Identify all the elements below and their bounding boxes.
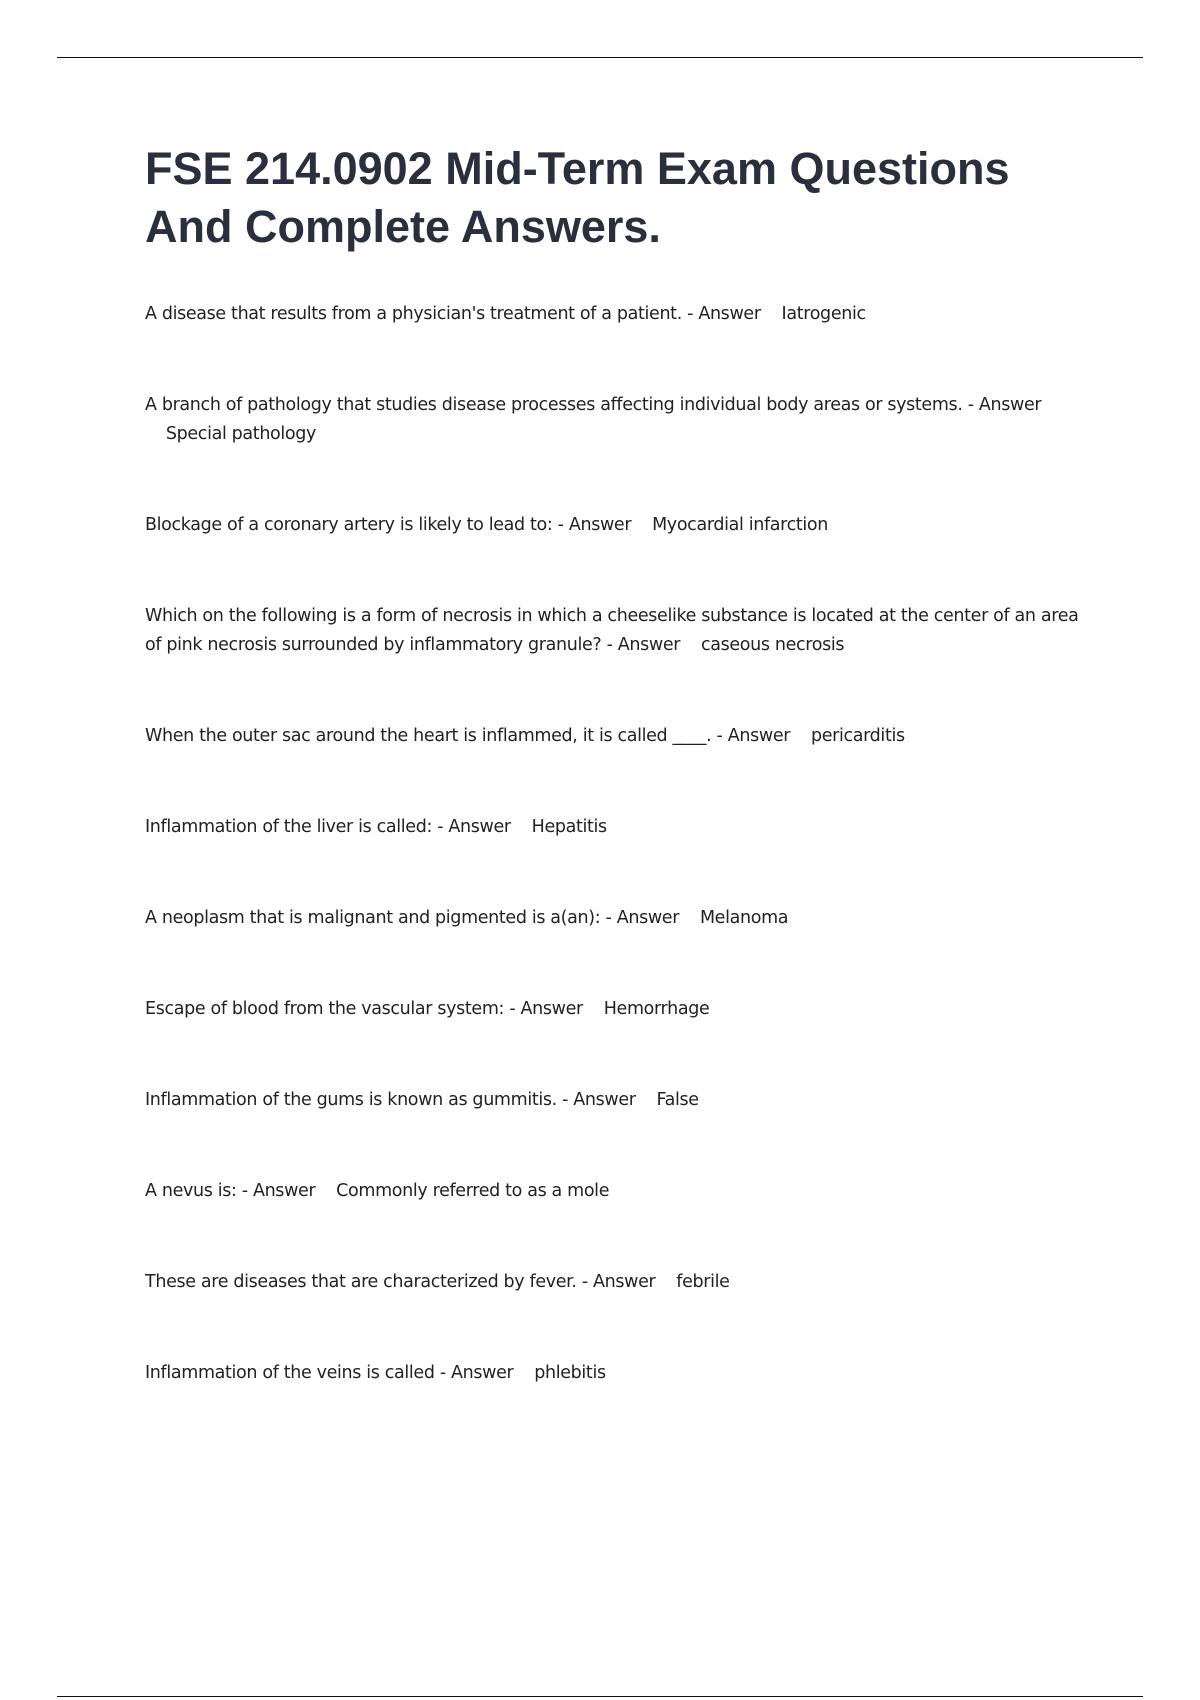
answer-text: Iatrogenic: [781, 304, 866, 324]
answer-text: False: [656, 1090, 699, 1110]
question-text: When the outer sac around the heart is inflammed, it is called ____.: [145, 726, 712, 746]
answer-text: Commonly referred to as a mole: [336, 1181, 610, 1201]
answer-marker: - Answer: [687, 304, 761, 324]
answer-marker: - Answer: [439, 1363, 514, 1383]
answer-marker: - Answer: [605, 908, 680, 928]
answer-text: Melanoma: [699, 908, 789, 928]
qa-item: [145, 1268, 1085, 1297]
qa-item: [145, 722, 1085, 751]
qa-item: [145, 1086, 1085, 1115]
answer-marker: - Answer: [581, 1272, 656, 1292]
answer-text: Hemorrhage: [603, 999, 710, 1019]
answer-marker: - Answer: [241, 1181, 316, 1201]
answer-marker: - Answer: [562, 1090, 636, 1110]
qa-item: [145, 1177, 1085, 1206]
document-title: FSE 214.0902 Mid-Term Exam Questions And Complete Answers.: [145, 143, 1010, 252]
qa-item: [145, 602, 1085, 660]
answer-marker: - Answer: [437, 817, 511, 837]
question-text: Escape of blood from the vascular system:: [145, 999, 505, 1019]
answer-text: pericarditis: [810, 726, 905, 746]
answer-marker: - Answer: [716, 726, 791, 746]
answer-text: Special pathology: [165, 424, 317, 444]
top-rule: [57, 57, 1143, 58]
question-text: Inflammation of the veins is called: [145, 1363, 435, 1383]
question-text: Inflammation of the gums is known as gummitis.: [145, 1090, 557, 1110]
question-text: These are diseases that are characterized by fever.: [145, 1272, 577, 1292]
answer-marker: - Answer: [557, 515, 632, 535]
question-text: Which on the following is a form of necrosis in which a cheeselike substance is located at the center of an area of pink necrosis surrounded by inflammatory granule?: [145, 606, 1079, 655]
qa-item: [145, 1359, 1085, 1388]
question-text: Inflammation of the liver is called:: [145, 817, 433, 837]
answer-text: febrile: [676, 1272, 730, 1292]
qa-item: [145, 300, 1085, 329]
bottom-rule: [57, 1696, 1143, 1697]
qa-list: [145, 300, 1085, 1450]
qa-item: [145, 813, 1085, 842]
question-text: Blockage of a coronary artery is likely to lead to:: [145, 515, 553, 535]
answer-marker: - Answer: [967, 395, 1042, 415]
qa-item: [145, 904, 1085, 933]
qa-item: [145, 995, 1085, 1024]
answer-text: phlebitis: [534, 1363, 606, 1383]
qa-item: [145, 511, 1085, 540]
answer-marker: - Answer: [606, 635, 681, 655]
answer-text: Hepatitis: [531, 817, 607, 837]
question-text: A branch of pathology that studies disease processes affecting individual body areas or systems.: [145, 395, 963, 415]
answer-marker: - Answer: [509, 999, 583, 1019]
question-text: A disease that results from a physician's treatment of a patient.: [145, 304, 682, 324]
answer-text: caseous necrosis: [700, 635, 845, 655]
qa-item: [145, 391, 1085, 449]
document-body: [145, 140, 1085, 1383]
question-text: A nevus is:: [145, 1181, 237, 1201]
question-text: A neoplasm that is malignant and pigmented is a(an):: [145, 908, 601, 928]
answer-text: Myocardial infarction: [652, 515, 829, 535]
